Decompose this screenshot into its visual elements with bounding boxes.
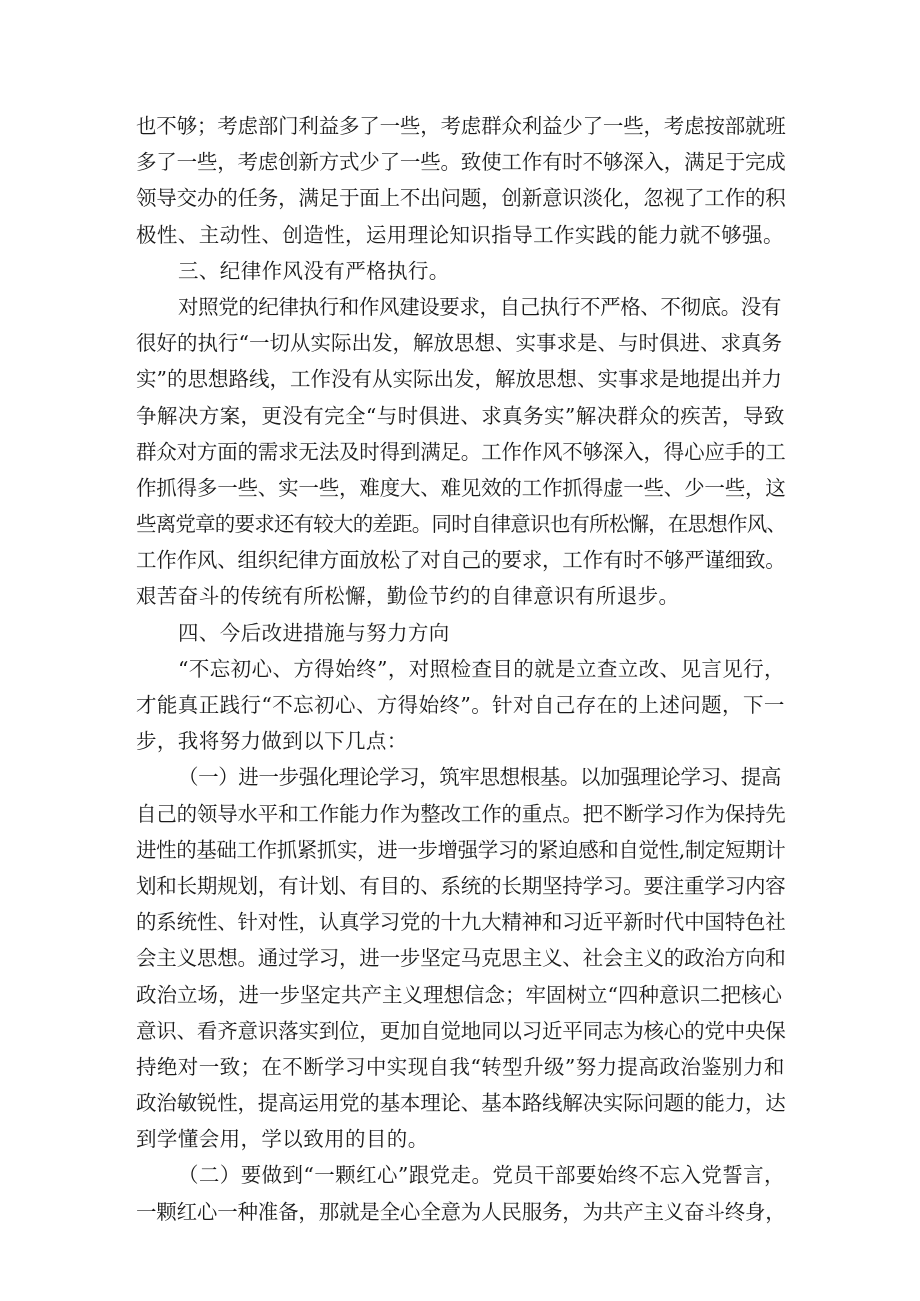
text-line: 一颗红心一种准备，那就是全心全意为人民服务，为共产主义奋斗终身， <box>136 1199 786 1224</box>
text-line: 对照党的纪律执行和作风建设要求，自己执行不严格、不彻底。没有 <box>178 294 781 319</box>
text-line: 意识、看齐意识落实到位，更加自觉地同以习近平同志为核心的党中央保 <box>136 1018 786 1043</box>
text-line: 持绝对一致；在不断学习中实现自我“转型升级”努力提高政治鉴别力和 <box>136 1054 785 1079</box>
text-line: 领导交办的任务，满足于面上不出问题，创新意识淡化，忽视了工作的积 <box>136 186 786 211</box>
document-body-text <box>136 108 786 1230</box>
text-line: 很好的执行“一切从实际出发，解放思想、实事求是、与时俱进、求真务 <box>136 331 782 356</box>
text-line: 多了一些，考虑创新方式少了一些。致使工作有时不够深入，满足于完成 <box>136 150 786 175</box>
text-line: 艰苦奋斗的传统有所松懈，勤俭节约的自律意识有所退步。 <box>136 584 680 609</box>
text-line: 三、纪律作风没有严格执行。 <box>178 258 450 283</box>
text-line: 进性的基础工作抓紧抓实，进一步增强学习的紧迫感和自觉性,制定短期计 <box>136 837 786 862</box>
text-line: 到学懂会用，学以致用的目的。 <box>136 1127 429 1152</box>
text-line: 划和长期规划，有计划、有目的、系统的长期坚持学习。要注重学习内容 <box>136 873 786 898</box>
text-line: 极性、主动性、创造性，运用理论知识指导工作实践的能力就不够强。 <box>136 222 784 247</box>
text-line: 四、今后改进措施与努力方向 <box>178 620 450 645</box>
text-line: 的系统性、针对性，认真学习党的十九大精神和习近平新时代中国特色社 <box>136 910 786 935</box>
text-line: （二）要做到“一颗红心”跟党走。党员干部要始终不忘入党誓言， <box>178 1163 785 1188</box>
text-line: 也不够；考虑部门利益多了一些，考虑群众利益少了一些，考虑按部就班 <box>136 114 786 138</box>
text-line: 作抓得多一些、实一些，难度大、难见效的工作抓得虚一些、少一些，这 <box>136 475 786 500</box>
text-line: 工作作风、组织纪律方面放松了对自己的要求，工作有时不够严谨细致。 <box>136 548 786 573</box>
text-line: 步，我将努力做到以下几点： <box>136 729 408 754</box>
text-line: 才能真正践行“不忘初心、方得始终”。针对自己存在的上述问题，下一 <box>136 693 785 717</box>
text-line: 群众对方面的需求无法及时得到满足。工作作风不够深入，得心应手的工 <box>136 439 786 464</box>
text-line: 争解决方案，更没有完全“与时俱进、求真务实”解决群众的疾苦，导致 <box>136 403 785 428</box>
text-line: 会主义思想。通过学习，进一步坚定马克思主义、社会主义的政治方向和 <box>136 946 786 971</box>
text-line: 政治敏锐性，提高运用党的基本理论、基本路线解决实际问题的能力，达 <box>136 1091 786 1116</box>
text-line: 些离党章的要求还有较大的差距。同时自律意识也有所松懈，在思想作风、 <box>136 512 787 537</box>
text-line: 政治立场，进一步坚定共产主义理想信念；牢固树立“四种意识二把核心 <box>136 982 782 1007</box>
text-line: “不忘初心、方得始终”，对照检查目的就是立查立改、见言见行， <box>178 656 785 681</box>
text-line: （一）进一步强化理论学习，筑牢思想根基。以加强理论学习、提高 <box>178 765 781 790</box>
text-line: 实”的思想路线，工作没有从实际出发，解放思想、实事求是地提出并力 <box>136 367 782 392</box>
text-line: 自己的领导水平和工作能力作为整改工作的重点。把不断学习作为保持先 <box>136 801 786 826</box>
